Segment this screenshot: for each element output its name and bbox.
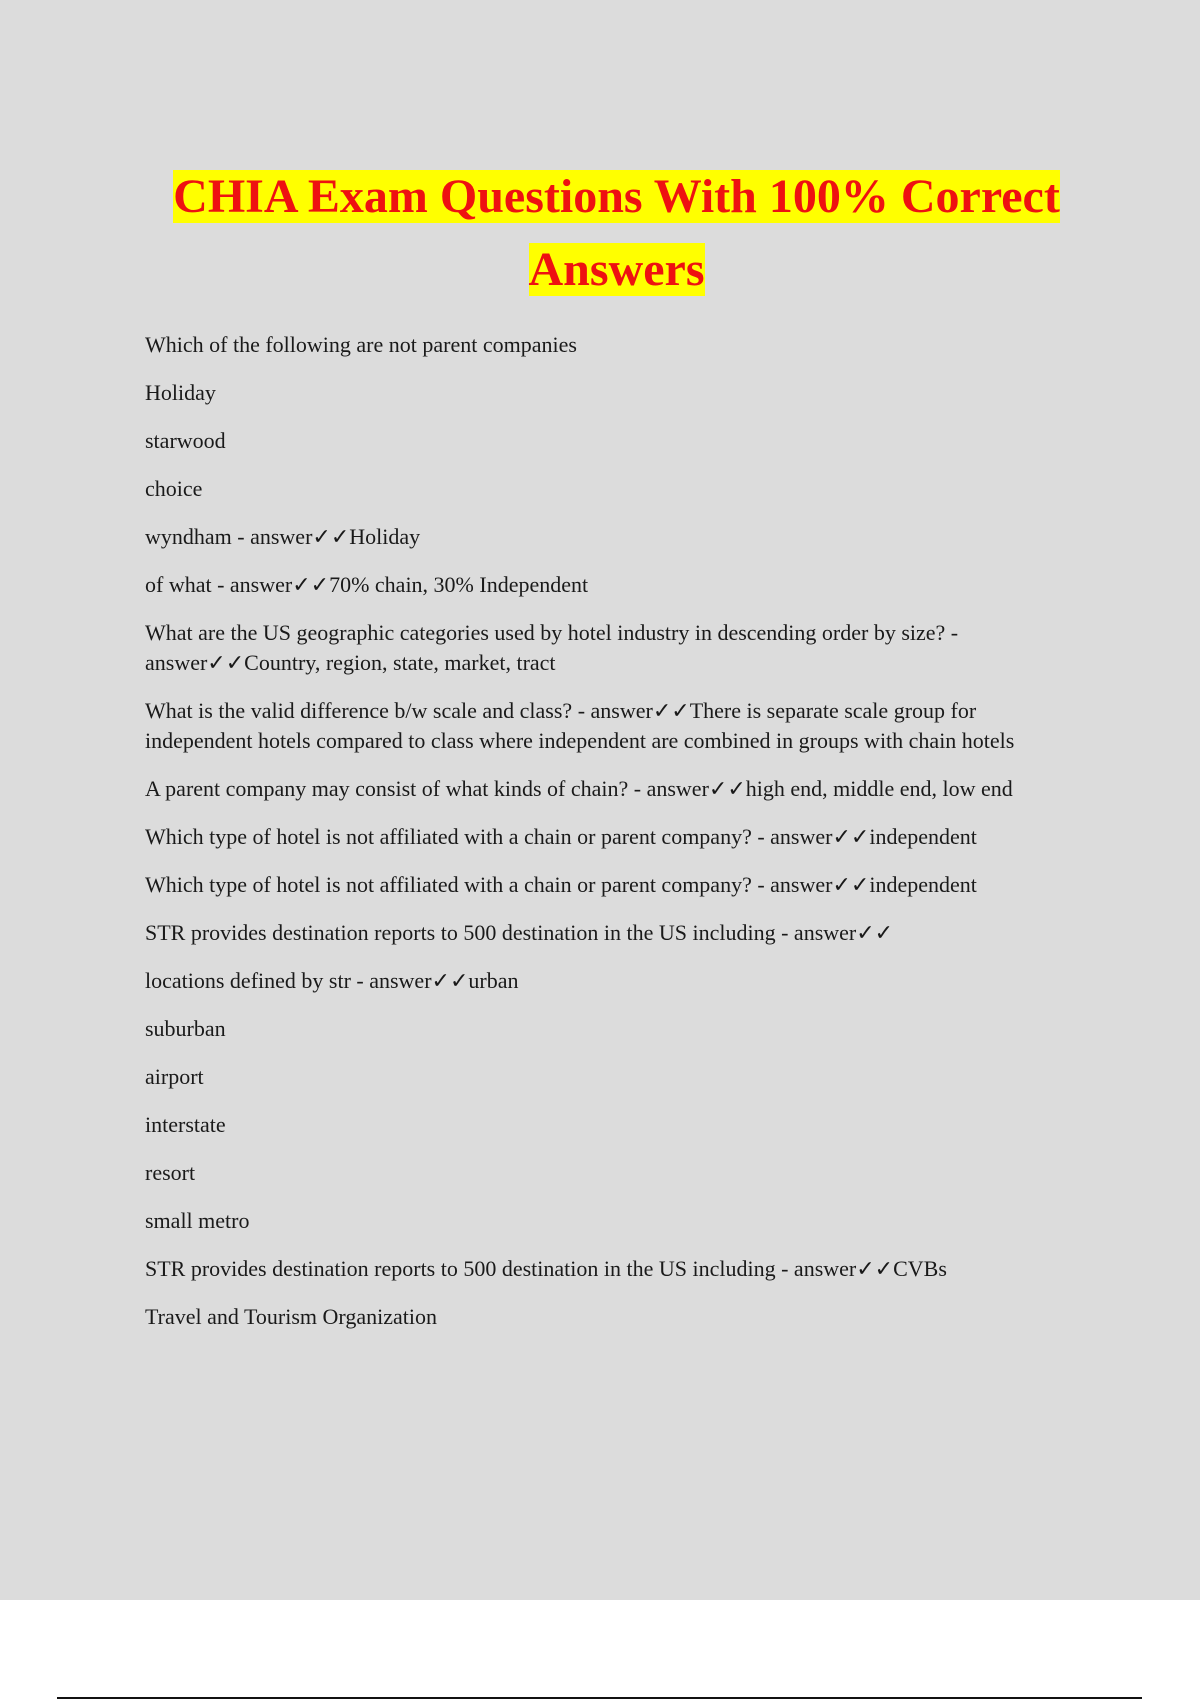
paragraph: small metro — [145, 1208, 250, 1233]
paragraph: Which type of hotel is not affiliated with a chain or parent company? - answer✓✓independent — [145, 872, 977, 897]
paragraph: STR provides destination reports to 500 destination in the US including - answer✓✓ — [145, 920, 894, 945]
paragraph: Holiday — [145, 380, 216, 405]
paragraph: choice — [145, 476, 203, 501]
paragraph: wyndham - answer✓✓Holiday — [145, 524, 421, 549]
paragraph: Travel and Tourism Organization — [145, 1304, 437, 1329]
paragraph: airport — [145, 1064, 204, 1089]
document-body — [145, 330, 1065, 1350]
paragraph: A parent company may consist of what kinds of chain? - answer✓✓high end, middle end, low end — [145, 776, 1013, 801]
paragraph: of what - answer✓✓70% chain, 30% Independent — [145, 572, 589, 597]
paragraph: suburban — [145, 1016, 226, 1041]
paragraph: What are the US geographic categories used by hotel industry in descending order by size? - answer✓✓Country, region, state, market, tract — [145, 620, 959, 675]
page-divider — [57, 1697, 1142, 1699]
paragraph: Which of the following are not parent companies — [145, 332, 577, 357]
paragraph: STR provides destination reports to 500 destination in the US including - answer✓✓CVBs — [145, 1256, 947, 1281]
paragraph: resort — [145, 1160, 196, 1185]
document-title — [0, 166, 1200, 312]
paragraph: What is the valid difference b/w scale and class? - answer✓✓There is separate scale group for independent hotels compared to class where independent are combined in groups with chain hotels — [145, 698, 1015, 753]
paragraph: locations defined by str - answer✓✓urban — [145, 968, 519, 993]
title-line-2: Answers — [528, 243, 705, 296]
title-line-1: CHIA Exam Questions With 100% Correct — [173, 170, 1060, 223]
paragraph: Which type of hotel is not affiliated with a chain or parent company? - answer✓✓independent — [145, 824, 977, 849]
paragraph: starwood — [145, 428, 226, 453]
paragraph: interstate — [145, 1112, 226, 1137]
